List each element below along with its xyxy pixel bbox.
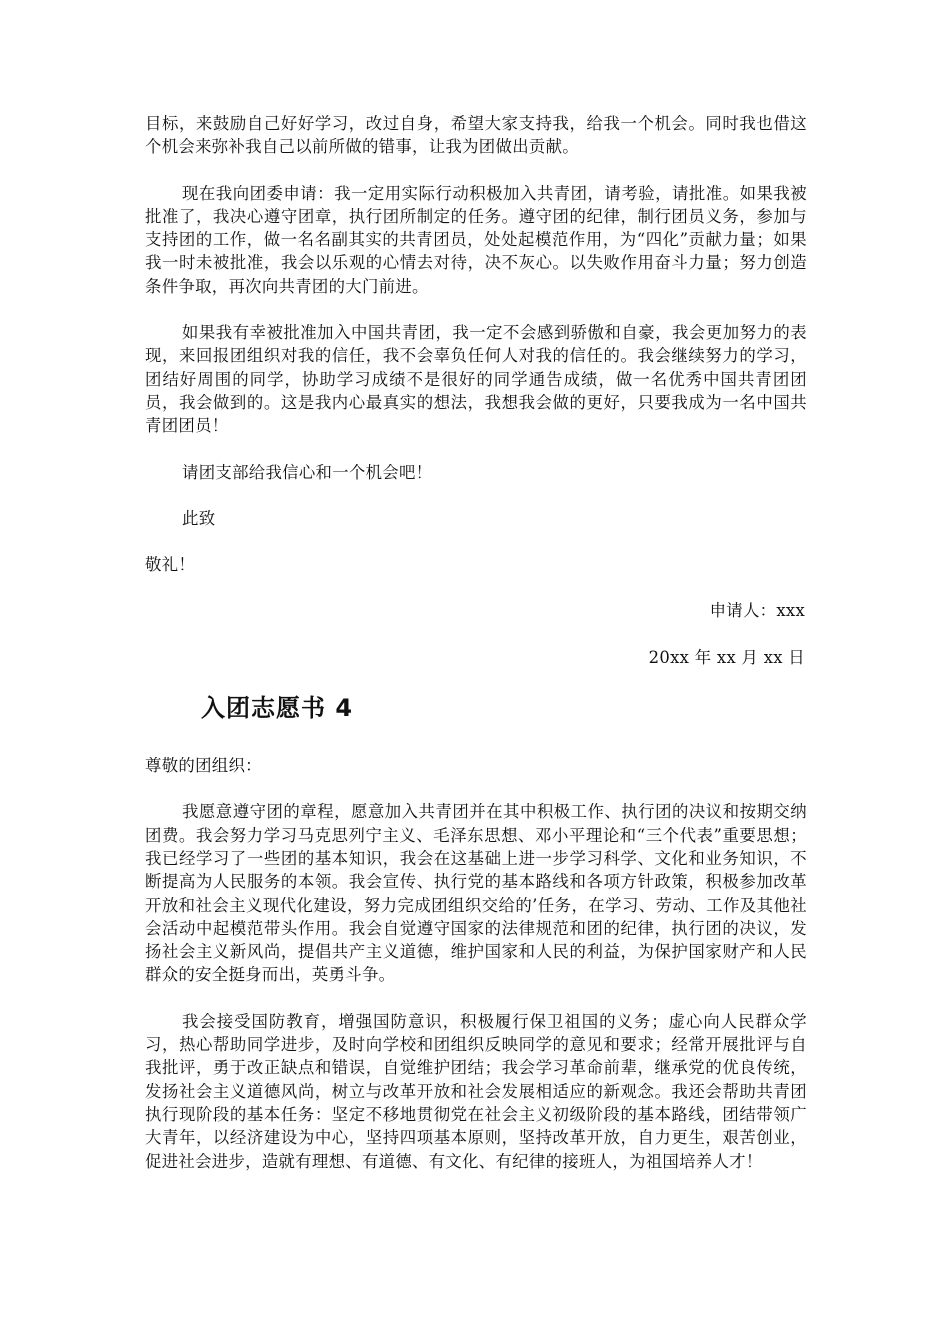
paragraph-duties: 我会接受国防教育，增强国防意识，积极履行保卫祖国的义务；虚心向人民群众学习，热心帮助同学进步，及时向学校和团组织反映同学的意见和要求；经常开展批评与自我批评，勇于改正缺点和错误，自觉维护团结；我会学习革命前辈，继承党的优良传统，发扬社会主义道德风尚，树立与改革开放和社会发展相适应的新观念。我还会帮助共青团执行现阶段的基本任务：坚定不移地贯彻党在社会主义初级阶段的基本路线，团结带领广大青年，以经济建设为中心，坚持四项基本原则，坚持改革开放，自力更生，艰苦创业，促进社会进步，造就有理想、有道德、有文化、有纪律的接班人，为祖国培养人才！ — [145, 1011, 807, 1171]
section-title: 入团志愿书 4 — [201, 694, 354, 723]
application-date: 20xx 年 xx 月 xx 日 — [648, 647, 805, 667]
closing-jingli: 敬礼！ — [145, 555, 196, 575]
paragraph-goal: 目标，来鼓励自己好好学习，改过自身，希望大家支持我，给我一个机会。同时我也借这个机会来弥补我自己以前所做的错事，让我为团做出贡献。 — [145, 114, 807, 157]
paragraph-request: 请团支部给我信心和一个机会吧！ — [182, 462, 433, 482]
paragraph-pledge: 我愿意遵守团的章程，愿意加入共青团并在其中积极工作、执行团的决议和按期交纳团费。我会努力学习马克思列宁主义、毛泽东思想、邓小平理论和“三个代表”重要思想；我已经学习了一些团的基本知识，我会在这基础上进一步学习科学、文化和业务知识，不断提高为人民服务的本领。我会宣传、执行党的基本路线和各项方针政策，积极参加改革开放和社会主义现代化建设，努力完成团组织交给的’任务，在学习、劳动、工作及其他社会活动中起模范带头作用。我会自觉遵守国家的法律规范和团的纪律，执行团的决议，发扬社会主义新风尚，提倡共产主义道德，维护国家和人民的利益，为保护国家财产和人民群众的安全挺身而出，英勇斗争。 — [145, 802, 807, 985]
paragraph-application: 现在我向团委申请：我一定用实际行动积极加入共青团，请考验，请批准。如果我被批准了，我决心遵守团章，执行团所制定的任务。遵守团的纪律，制行团员义务，参加与支持团的工作，做一名名副其实的共青团员，处处起模范作用，为“四化”贡献力量；如果我一时未被批准，我会以乐观的心情去对待，决不灰心。以失败作用奋斗力量；努力创造条件争取，再次向共青团的大门前进。 — [145, 183, 807, 296]
closing-cizhi: 此致 — [182, 508, 216, 528]
paragraph-commitment: 如果我有幸被批准加入中国共青团，我一定不会感到骄傲和自豪，我会更加努力的表现，来回报团组织对我的信任，我不会辜负任何人对我的信任的。我会继续努力的学习，团结好周围的同学，协助学习成绩不是很好的同学通告成绩，做一名优秀中国共青团团员，我会做到的。这是我内心最真实的想法，我想我会做的更好，只要我成为一名中国共青团团员！ — [145, 323, 807, 436]
document-page — [145, 112, 807, 1173]
salutation: 尊敬的团组织： — [145, 756, 262, 776]
applicant-signature: 申请人：xxx — [709, 601, 805, 621]
